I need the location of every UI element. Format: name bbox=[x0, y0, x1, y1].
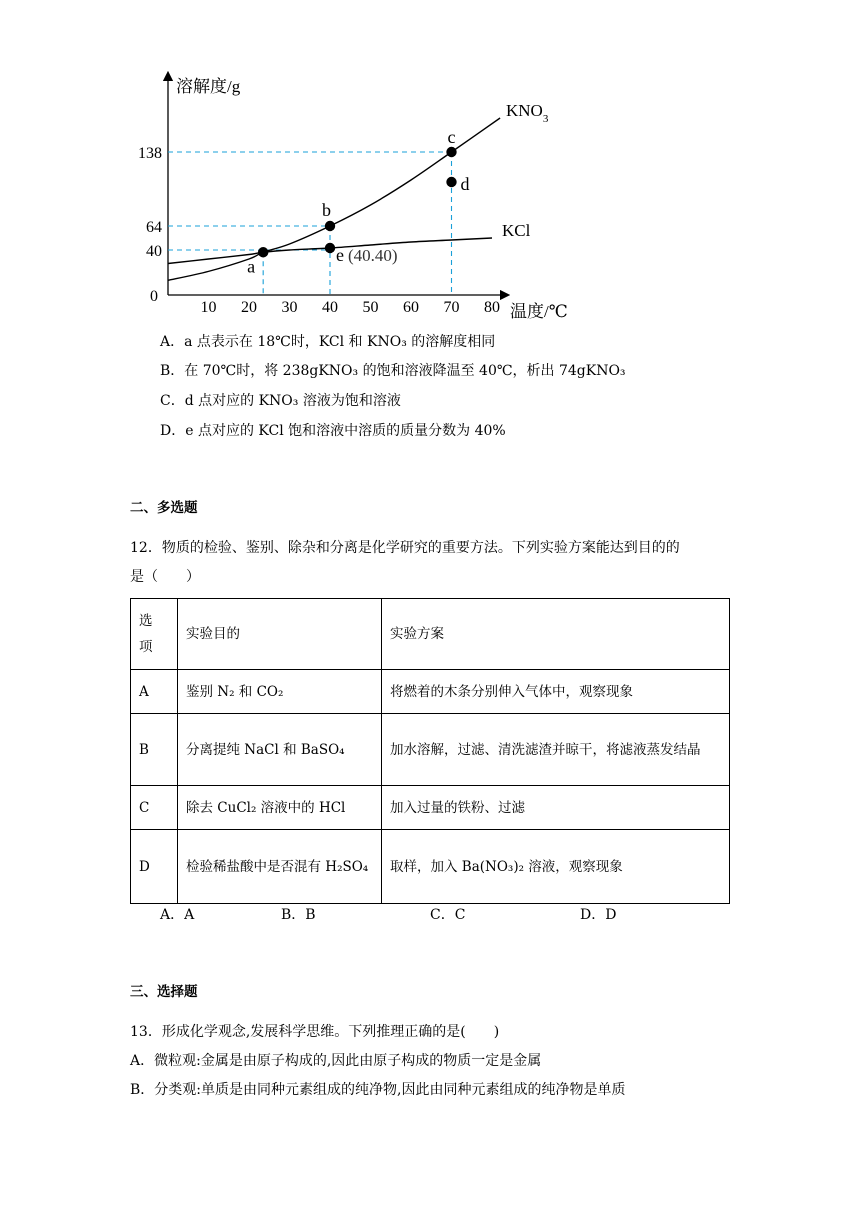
q13-option-b: B．分类观:单质是由同种元素组成的纯净物,因此由同种元素组成的纯净物是单质 bbox=[130, 1082, 626, 1098]
x-tick-label: 30 bbox=[281, 299, 298, 316]
table-row bbox=[131, 714, 730, 786]
row-option: D bbox=[131, 830, 178, 904]
series-label-kno3: $KNO_3$ bbox=[506, 101, 549, 125]
x-tick-label: 60 bbox=[403, 299, 419, 316]
section-title-multi-choice: 二、多选题 bbox=[130, 500, 198, 516]
point-label-e: e bbox=[336, 245, 344, 265]
y-tick-label: 40 bbox=[146, 243, 162, 260]
q11-option-b: B．在 70℃时，将 238gKNO₃ 的饱和溶液降温至 40℃，析出 74gKNO₃ bbox=[160, 363, 626, 379]
point-label-d: d bbox=[460, 174, 470, 194]
row-purpose: 鉴别 N₂ 和 CO₂ bbox=[178, 670, 382, 714]
row-purpose: 检验稀盐酸中是否混有 H₂SO₄ bbox=[178, 830, 382, 904]
data-point-d bbox=[446, 177, 456, 187]
x-tick-label: 50 bbox=[362, 299, 379, 316]
data-point-b bbox=[325, 221, 335, 231]
y-axis-label: 溶解度/g bbox=[176, 77, 241, 96]
q12-stem-line2: 是（ ） bbox=[130, 569, 200, 585]
point-label-b: b bbox=[322, 200, 331, 220]
y-tick-label: 64 bbox=[146, 219, 162, 236]
series-label-kcl: KCl bbox=[502, 221, 531, 240]
q13-stem: 13．形成化学观念,发展科学思维。下列推理正确的是( ) bbox=[130, 1024, 500, 1040]
q12-stem-line1: 12．物质的检验、鉴别、除杂和分离是化学研究的重要方法。下列实验方案能达到目的的 bbox=[130, 540, 680, 556]
point-annotation-e: (40.40) bbox=[348, 246, 398, 265]
answer-option-c[interactable]: C．C bbox=[430, 907, 466, 923]
data-point-a bbox=[258, 247, 268, 257]
data-point-e bbox=[325, 243, 335, 253]
answer-option-a[interactable]: A．A bbox=[160, 907, 195, 923]
x-tick-label: 10 bbox=[200, 299, 217, 316]
table-row bbox=[131, 670, 730, 714]
header-plan: 实验方案 bbox=[382, 599, 730, 670]
point-label-c: c bbox=[447, 127, 456, 147]
x-tick-label: 70 bbox=[443, 299, 460, 316]
header-option: 选 项 bbox=[131, 599, 178, 670]
q11-option-a: A．a 点表示在 18℃时，KCl 和 KNO₃ 的溶解度相同 bbox=[160, 334, 496, 350]
section-title-choice: 三、选择题 bbox=[130, 984, 198, 1000]
row-plan: 加水溶解，过滤、清洗滤渣并晾干，将滤液蒸发结晶 bbox=[382, 714, 730, 786]
table-row bbox=[131, 786, 730, 830]
table-row bbox=[131, 830, 730, 904]
row-plan: 加入过量的铁粉、过滤 bbox=[382, 786, 730, 830]
q11-option-c: C．d 点对应的 KNO₃ 溶液为饱和溶液 bbox=[160, 393, 401, 409]
row-purpose: 分离提纯 NaCl 和 BaSO₄ bbox=[178, 714, 382, 786]
row-option: A bbox=[131, 670, 178, 714]
y-tick-label: 0 bbox=[150, 288, 158, 305]
y-tick-label: 138 bbox=[138, 145, 162, 162]
row-option: B bbox=[131, 714, 178, 786]
table-header-row bbox=[131, 599, 730, 670]
q13-option-a: A．微粒观:金属是由原子构成的,因此由原子构成的物质一定是金属 bbox=[130, 1053, 542, 1069]
q11-option-d: D．e 点对应的 KCl 饱和溶液中溶质的质量分数为 40% bbox=[160, 423, 506, 439]
row-plan: 取样，加入 Ba(NO₃)₂ 溶液，观察现象 bbox=[382, 830, 730, 904]
experiment-table bbox=[130, 598, 730, 904]
header-purpose: 实验目的 bbox=[178, 599, 382, 670]
solubility-chart bbox=[0, 0, 860, 330]
x-tick-label: 80 bbox=[484, 299, 500, 316]
x-tick-label: 40 bbox=[322, 299, 338, 316]
x-tick-label: 20 bbox=[241, 299, 257, 316]
row-option: C bbox=[131, 786, 178, 830]
answer-option-b[interactable]: B．B bbox=[281, 907, 316, 923]
row-plan: 将燃着的木条分别伸入气体中，观察现象 bbox=[382, 670, 730, 714]
data-point-c bbox=[446, 147, 456, 157]
point-label-a: a bbox=[247, 256, 256, 277]
answer-option-d[interactable]: D．D bbox=[580, 907, 617, 923]
x-axis-label: 温度/℃ bbox=[510, 302, 568, 321]
row-purpose: 除去 CuCl₂ 溶液中的 HCl bbox=[178, 786, 382, 830]
